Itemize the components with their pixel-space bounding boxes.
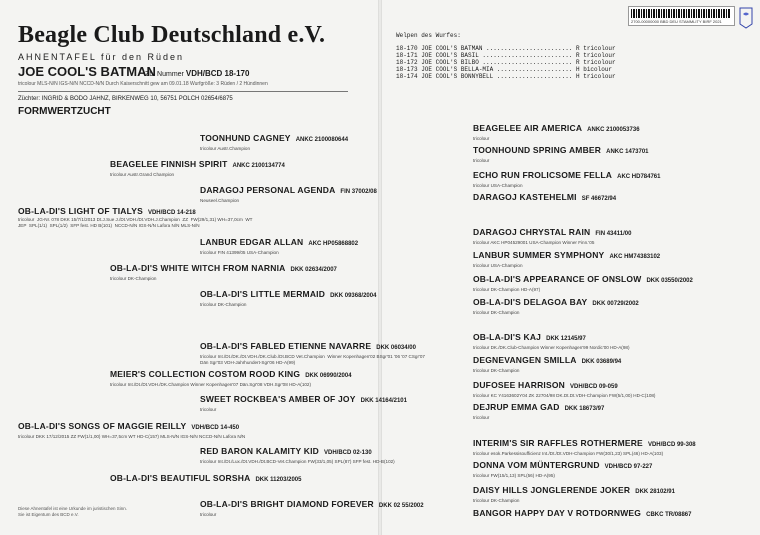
ancestor-entry: INTERIM'S SIR RAFFLES ROTHERMERE VDH/BCD 99-308 tricolour esok.Parkessisoufficienz Int./Dt./Dt.VDH-Champion FW(30/1,23) SPL(46) HD-A(103) xyxy=(473,438,696,456)
hologram-logo-icon xyxy=(737,6,755,30)
ancestor-entry: DARAGOJ PERSONAL AGENDA FIN 37002/08 Neuseel.Champion xyxy=(200,185,377,203)
ancestor-entry: OB-LA-DI'S DELAGOA BAY DKK 00729/2002 tricolour DK-Champion xyxy=(473,297,639,315)
dog-details: tricolour MLS-N/N IGS-N/N NCCD-N/N Durch Kaiserschnitt gew am 09.01.18 Wurfgröße: 3 Rüden / 2 Hündinnen xyxy=(18,81,268,87)
ancestor-entry: BANGOR HAPPY DAY V ROTDORNWEG CBKC TR/08867 xyxy=(473,508,692,518)
ancestor-entry: OB-LA-DI'S WHITE WITCH FROM NARNIA DKK 02634/2007 tricolour DK-Champion xyxy=(110,263,337,281)
ancestor-entry: LANBUR SUMMER SYMPHONY AKC HM74383102 tricolour USA-Champion xyxy=(473,250,661,268)
ancestor-entry: OB-LA-DI'S LITTLE MERMAID DKK 09368/2004 tricolour DK-Champion xyxy=(200,289,377,307)
barcode xyxy=(631,9,731,18)
ancestor-entry: OB-LA-DI'S FABLED ETIENNE NAVARRE DKK 06034/00 tricolour Int./Dt./DK./Dt.VDH./DK.Club./Dt.BCD Vet.Champion Winner Kopenhagen'02 BSgr'01 '06 '07 CSgr'07 Dän Sgr'03 VDH-Jahrhundert-Sgr'06 HD-A(99) xyxy=(200,341,425,365)
ancestor-entry: DONNA VOM MÜNTERGRUND VDH/BCD 97-227 tricolour FW(15/1,13) SPL(56) HD-A(95) xyxy=(473,460,653,478)
club-title: Beagle Club Deutschland e.V. xyxy=(18,22,326,48)
dog-name: JOE COOL'S BATMAN xyxy=(18,64,156,79)
ancestor-entry: TOONHUND CAGNEY ANKC 2100080644 tricolour Austr.Champion xyxy=(200,133,349,151)
breeder-line: Züchter: INGRID & BODO JAHNZ, BIRKENWEG 10, 56751 POLCH 02654/6875 xyxy=(18,96,233,102)
ancestor-entry: OB-LA-DI'S LIGHT OF TIALYS VDH/BCD 14-218 tricolour JG-Nr. 078 DKK 15/7/1/2013 Dt.J.Sue J./Dt.VDH./Dt.VDH.J.Champion ZZ FW(29/1,31) WH=37,0cm WT JEP SPL(1/1) SPL(1/2) SFP fest. HD B(101) NCCD-N/N IGS-N/N Lafora N/N MLS-N/N xyxy=(18,206,253,228)
ancestor-entry: ECHO RUN FROLICSOME FELLA AKC HD784761 tricolour USA-Champion xyxy=(473,170,661,188)
litter-row: 18-173 JOE COOL'S BELLA-MIA ..................... H bicolour xyxy=(396,66,613,73)
ancestor-entry: OB-LA-DI'S BEAUTIFUL SORSHA DKK 11203/2005 xyxy=(110,473,302,483)
litter-title: Welpen des Wurfes: xyxy=(396,32,461,39)
ancestor-entry: TOONHOUND SPRING AMBER ANKC 1473701 tricolour xyxy=(473,145,649,163)
barcode-sticker xyxy=(628,6,735,26)
ancestor-entry: OB-LA-DI'S KAJ DKK 12145/97 tricolour DK./DK.Club-Champion Winner Kopenhagen'99 Nordic'00 HD-A(98) xyxy=(473,332,630,350)
zb-number: Zb. Nummer VDH/BCD 18-170 xyxy=(145,69,250,78)
ancestor-entry: OB-LA-DI'S BRIGHT DIAMOND FOREVER DKK 02 55/2002 tricolour xyxy=(200,499,424,517)
ancestor-entry: DARAGOJ CHRYSTAL RAIN FIN 43411/00 tricolour AKC HP04529001 USA-Champion Winner Finn.'05 xyxy=(473,227,632,245)
litter-row: 18-174 JOE COOL'S BONNYBELL ..................... H tricolour xyxy=(396,73,616,80)
litter-row: 18-172 JOE COOL'S BILBO ......................... R tricolour xyxy=(396,59,616,66)
ancestor-entry: DARAGOJ KASTEHELMI SF 46672/94 xyxy=(473,192,617,202)
ancestor-entry: OB-LA-DI'S APPEARANCE OF ONSLOW DKK 03550/2002 tricolour DK-Champion HD-A(97) xyxy=(473,274,693,292)
litter-row: 18-171 JOE COOL'S BASIL ......................... R tricolour xyxy=(396,52,616,59)
ancestor-entry: DEGNEVANGEN SMILLA DKK 03689/94 tricolour DK-Champion xyxy=(473,355,622,373)
ancestor-entry: SWEET ROCKBEA'S AMBER OF JOY DKK 14164/2101 tricolour xyxy=(200,394,407,412)
ancestor-entry: LANBUR EDGAR ALLAN AKC HP05868802 tricolour FIN 41399/05 USA-Champion xyxy=(200,237,359,255)
ancestor-entry: MEIER'S COLLECTION COSTOM ROOD KING DKK 06990/2004 tricolour Int./Dt./Dt.VDH./DK.Champion Winner Kopenhagen'07 Dän.Sgr'08 VDH.Sgr'08 HD-A(102) xyxy=(110,369,352,387)
litter-row: 18-170 JOE COOL'S BATMAN ........................ R tricolour xyxy=(396,45,616,52)
ancestor-entry: DUFOSEE HARRISON VDH/BCD 09-059 tricolour KC Y4163602Y04 ZK 22704/98 DK.Dt.Dt.VDH-Champion FW(5/1,00) HD-C(108) xyxy=(473,380,656,398)
legal-footer: Diese Ahnentafel ist eine Urkunde im juristischen Sinn. Sie ist Eigentum des BCD e.V. xyxy=(18,506,128,517)
ancestor-entry: DAISY HILLS JONGLERENDE JOKER DKK 28102/91 tricolour DK-Champion xyxy=(473,485,675,503)
divider xyxy=(18,91,348,92)
sticker-text: 2700-00000000 BBD DEU STAMMLITY BIRF 2021 xyxy=(631,19,722,24)
document-type: AHNENTAFEL für den Rüden xyxy=(18,52,185,62)
ancestor-entry: BEAGELEE AIR AMERICA ANKC 2100053736 tricolour xyxy=(473,123,640,141)
ancestor-entry: RED BARON KALAMITY KID VDH/BCD 02-130 tricolour Int./Dt./Lux./Dt.VDH./Dt.BCD-Vet.Champion FW(33/1,05) SPL(87) SFP fest. HD-B(102) xyxy=(200,446,395,464)
ancestor-entry: BEAGELEE FINNISH SPIRIT ANKC 2100134774 tricolour Austr.Grand Champion xyxy=(110,159,285,177)
ancestor-entry: OB-LA-DI'S SONGS OF MAGGIE REILLY VDH/BCD 14-450 tricolour DKK 17/12/2015 ZZ FW(1/1,00) WH=37,5cm WT HD-C(157) MLS-N/N IGS-N/N NCCD-N/N Lafora N/N xyxy=(18,421,246,439)
section-title: FORMWERTZUCHT xyxy=(18,106,111,117)
ancestor-entry: DEJRUP EMMA GAD DKK 18673/97 tricolour xyxy=(473,402,605,420)
